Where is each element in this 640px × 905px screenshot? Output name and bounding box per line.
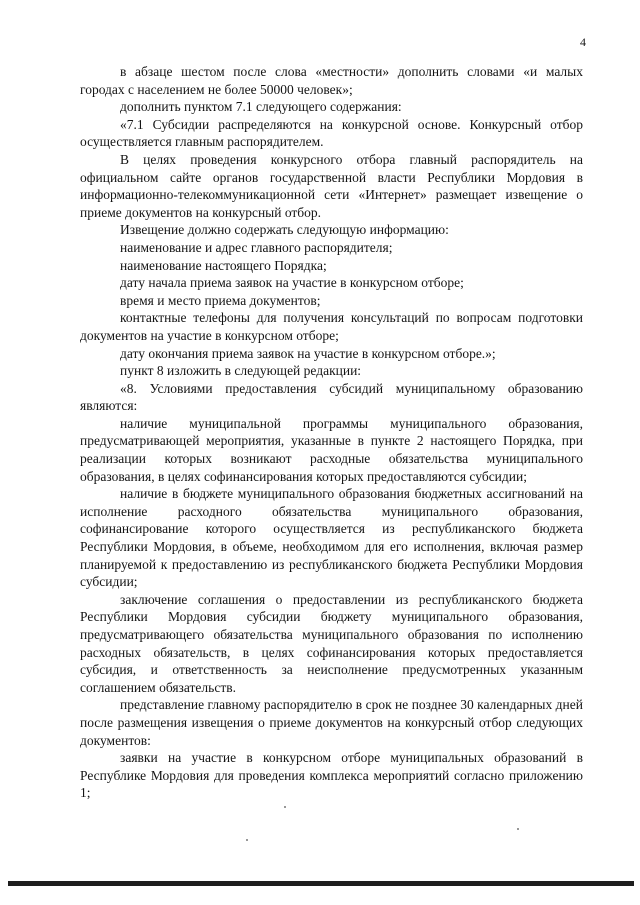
paragraph: заявки на участие в конкурсном отборе муниципальных образований в Республике Мордовия для проведения комплекса мероприятий согласно приложению 1; [80, 750, 583, 801]
page-number: 4 [580, 35, 586, 49]
paragraph: Извещение должно содержать следующую информацию: [120, 222, 449, 238]
paragraph: наименование и адрес главного распорядителя; [120, 239, 393, 255]
paragraph: «7.1 Субсидии распределяются на конкурсной основе. Конкурсный отбор осуществляется главным распорядителем. [80, 116, 583, 150]
paragraph: пункт 8 изложить в следующей редакции: [120, 363, 362, 379]
paragraph: дату окончания приема заявок на участие в конкурсном отборе.»; [120, 345, 496, 361]
document-body [80, 63, 583, 802]
scan-speck [284, 806, 286, 808]
paragraph: «8. Условиями предоставления субсидий муниципальному образованию являются: [80, 380, 583, 414]
paragraph: наименование настоящего Порядка; [120, 257, 327, 273]
scan-speck [246, 839, 248, 841]
paragraph: наличие муниципальной программы муниципального образования, предусматривающей мероприятия, указанные в пункте 2 настоящего Порядка, при реализации которых возникают расходные обязательства муниципального образования, в целях софинансирования которых предоставляются субсидии; [80, 415, 583, 484]
paragraph: представление главному распорядителю в срок не позднее 30 календарных дней после размещения извещения о приеме документов на конкурсный отбор следующих документов: [80, 697, 583, 748]
paragraph: дату начала приема заявок на участие в конкурсном отборе; [120, 275, 464, 291]
paragraph: дополнить пунктом 7.1 следующего содержания: [120, 99, 402, 115]
paragraph: контактные телефоны для получения консультаций по вопросам подготовки документов на участие в конкурсном отборе; [80, 310, 583, 343]
scan-speck [517, 828, 519, 830]
paragraph: наличие в бюджете муниципального образования бюджетных ассигнований на исполнение расходного обязательства муниципального образования, софинансирование которого осуществляется из республиканского бюджета Республики Мордовия, в объеме, необходимом для его исполнения, включая размер планируемой к предоставлению из республиканского бюджета Республики Мордовия субсидии; [80, 486, 583, 590]
paragraph: заключение соглашения о предоставлении из республиканского бюджета Республики Мордовия субсидии бюджету муниципального образования, предусматривающего обязательства муниципального образования по исполнению расходных обязательств, в целях софинансирования которых предоставляется субсидия, и ответственность за неисполнение предусмотренных указанным соглашением обязательств. [80, 591, 583, 695]
paragraph: В целях проведения конкурсного отбора главный распорядитель на официальном сайте органов государственной власти Республики Мордовия в информационно-телекоммуникационной сети «Интернет» размещает извещение о приеме документов на конкурсный отбор. [80, 151, 583, 220]
paragraph: в абзаце шестом после слова «местности» дополнить словами «и малых городах с населением не более 50000 человек»; [80, 64, 583, 97]
scan-edge-bar [8, 881, 634, 886]
paragraph: время и место приема документов; [120, 292, 321, 308]
